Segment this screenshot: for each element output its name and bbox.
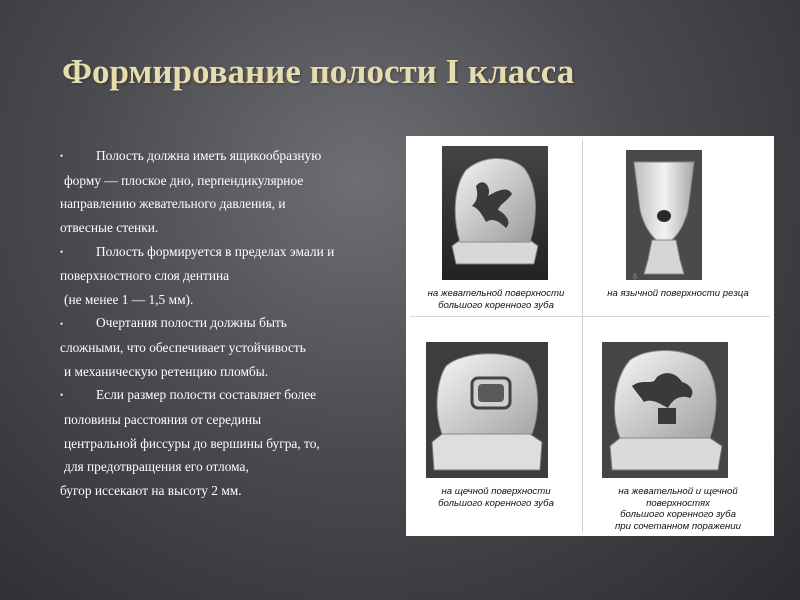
text-line-content: направлению жевательного давления, и [60,196,286,212]
text-line [60,264,420,288]
text-line-content: половины расстояния от середины [64,412,262,428]
caption-top-left: на жевательной поверхности большого коренного зуба [427,288,565,311]
bullet-icon: • [60,151,64,162]
molar-occlusal-cavity-image [442,146,548,280]
text-line [60,408,420,432]
text-line [60,336,420,360]
text-line-content: для предотвращения его отлома, [64,459,249,475]
text-line [60,455,420,479]
text-line-content: Очертания полости должны быть [96,315,287,331]
bullet-item [60,240,420,265]
text-line-content: сложными, что обеспечивает устойчивость [60,340,306,356]
text-line-content: Если размер полости составляет более [96,387,317,403]
text-line-content: форму — плоское дно, перпендикулярное [64,172,304,188]
tooth-cavity-figure [406,136,774,536]
text-line [60,479,420,503]
text-line-content: Полость формируется в пределах эмали и [96,243,335,259]
bullet-item [60,144,420,169]
caption-bottom-left: на щечной поверхности большого коренного зуба [438,486,554,509]
bullet-icon: • [60,246,64,257]
text-line [60,288,420,312]
text-line [60,169,420,193]
bullet-item [60,383,420,408]
bullet-icon: • [60,318,64,329]
slide-text [60,144,420,502]
text-line-content: поверхностного слоя дентина [60,268,230,284]
caption-bottom-right: на жевательной и щечной поверхностях большого коренного зуба при сочетанном поражении [614,486,742,532]
slide-title: Формирование полости I класса [62,52,575,91]
bullet-item [60,311,420,336]
text-line-content: (не менее 1 — 1,5 мм). [64,291,194,307]
figure-marker: б [632,274,637,281]
text-line-content: Полость должна иметь ящикообразную [96,148,322,163]
bullet-icon: • [60,390,64,401]
text-line-content: центральной фиссуры до вершины бугра, то, [64,435,320,451]
molar-buccal-cavity-image [426,342,548,478]
text-line [60,432,420,456]
caption-top-right: на язычной поверхности резца [607,288,749,299]
text-line-content: отвесные стенки. [60,219,159,235]
text-line [60,216,420,240]
molar-combined-cavity-image [602,342,728,478]
figure-divider-vertical [582,140,583,532]
text-line-content: и механическую ретенцию пломбы. [64,363,269,379]
text-line-content: бугор иссекают на высоту 2 мм. [60,482,242,498]
figure-divider-horizontal [410,316,770,317]
text-line [60,360,420,384]
incisor-lingual-cavity-image [626,150,702,280]
text-line [60,192,420,216]
